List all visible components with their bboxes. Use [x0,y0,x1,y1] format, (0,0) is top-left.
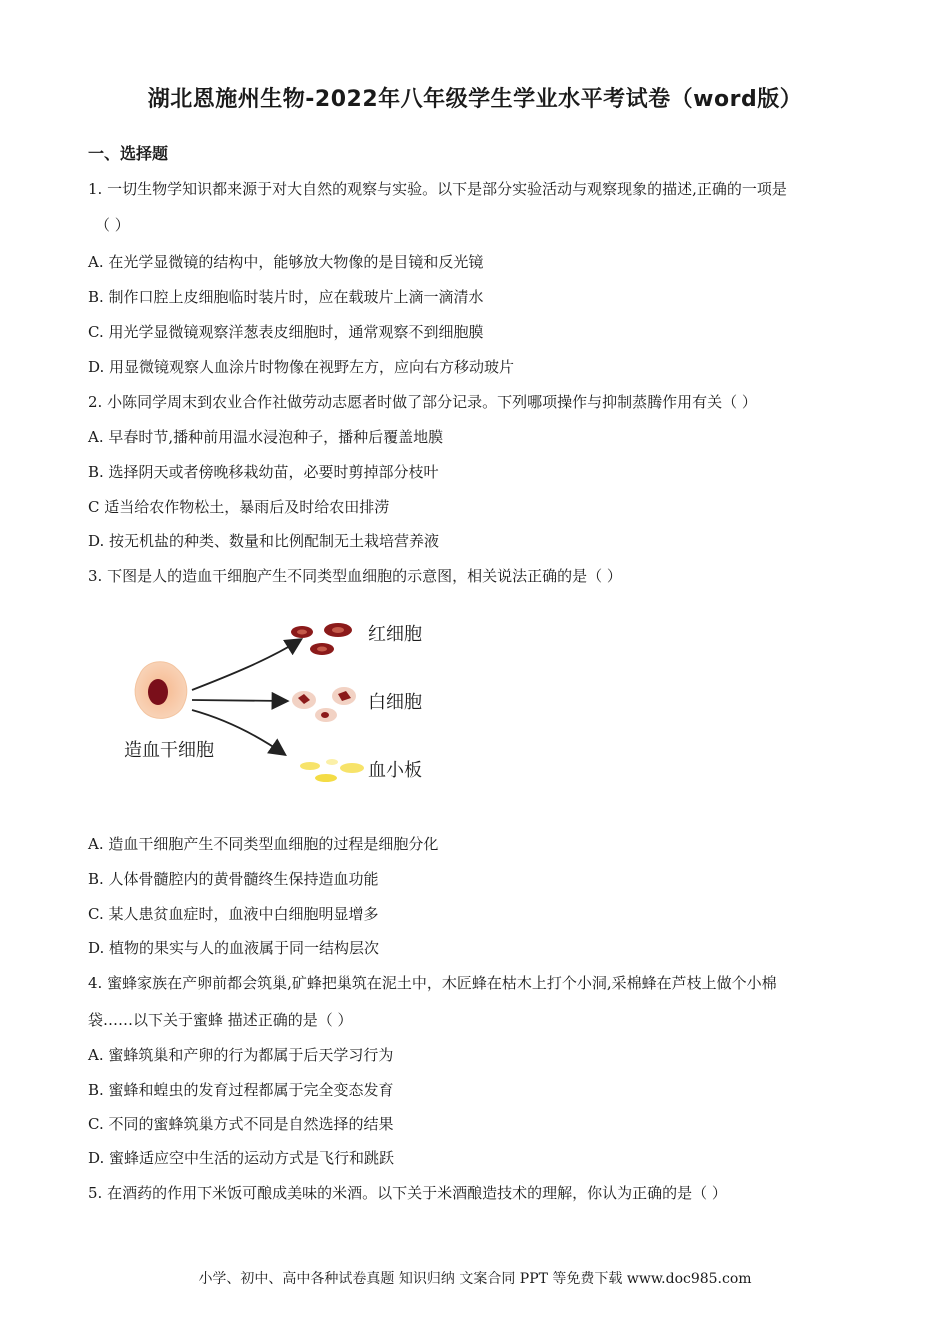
stem-cell-label: 造血干细胞 [124,740,214,761]
q1-option-a: A. 在光学显微镜的结构中，能够放大物像的是目镜和反光镜 [88,253,484,271]
q1-option-d: D. 用显微镜观察人血涂片时物像在视野左方，应向右方移动玻片 [88,358,515,376]
q4-option-d: D. 蜜蜂适应空中生活的运动方式是飞行和跳跃 [88,1149,395,1167]
arrow-to-rbc-icon [192,640,300,690]
q1-stem: 1. 一切生物学知识都来源于对大自然的观察与实验。以下是部分实验活动与观察现象的描述,正确的一项是 [88,180,787,198]
q2-stem: 2. 小陈同学周末到农业合作社做劳动志愿者时做了部分记录。下列哪项操作与抑制蒸腾作用有关（ ） [88,393,757,411]
q4-option-b: B. 蜜蜂和蝗虫的发育过程都属于完全变态发育 [88,1081,394,1099]
q1-option-b: B. 制作口腔上皮细胞临时装片时，应在载玻片上滴一滴清水 [88,288,484,306]
q3-option-b: B. 人体骨髓腔内的黄骨髓终生保持造血功能 [88,870,379,888]
q1-answer-paren: （ ） [95,216,130,234]
q4-option-c: C. 不同的蜜蜂筑巢方式不同是自然选择的结果 [88,1115,394,1133]
q3-option-d: D. 植物的果实与人的血液属于同一结构层次 [88,939,380,957]
q5-stem: 5. 在酒药的作用下米饭可酿成美味的米酒。以下关于米酒酿造技术的理解，你认为正确的是（ ） [88,1184,727,1202]
red-blood-cells-icon [291,623,352,655]
q2-option-c: C 适当给农作物松土，暴雨后及时给农田排涝 [88,498,390,516]
q3-option-a: A. 造血干细胞产生不同类型血细胞的过程是细胞分化 [88,835,439,853]
q2-option-d: D. 按无机盐的种类、数量和比例配制无土栽培营养液 [88,532,440,550]
platelets-icon [300,759,364,782]
page-title: 湖北恩施州生物-2022年八年级学生学业水平考试卷（word版） [147,87,803,112]
arrow-to-wbc-icon [192,700,286,701]
blood-cell-diagram [118,608,458,798]
q4-stem: 4. 蜜蜂家族在产卵前都会筑巢,矿蜂把巢筑在泥土中，木匠蜂在枯木上打个小洞,采棉蜂在芦枝上做个小棉 [88,974,777,992]
q4-option-a: A. 蜜蜂筑巢和产卵的行为都属于后天学习行为 [88,1046,394,1064]
rbc-label: 红细胞 [368,624,422,645]
page-footer: 小学、初中、高中各种试卷真题 知识归纳 文案合同 PPT 等免费下载 www.doc985.com [198,1271,752,1287]
white-blood-cells-icon [292,687,356,722]
q1-option-c: C. 用光学显微镜观察洋葱表皮细胞时，通常观察不到细胞膜 [88,323,484,341]
platelet-label: 血小板 [368,760,422,781]
q2-option-b: B. 选择阴天或者傍晚移栽幼苗，必要时剪掉部分枝叶 [88,463,439,481]
q3-stem: 3. 下图是人的造血干细胞产生不同类型血细胞的示意图，相关说法正确的是（ ） [88,567,622,585]
section-heading: 一、选择题 [88,144,169,163]
stem-cell-icon [135,662,187,719]
wbc-label: 白细胞 [368,692,422,713]
q2-option-a: A. 早春时节,播种前用温水浸泡种子，播种后覆盖地膜 [88,428,444,446]
q3-option-c: C. 某人患贫血症时，血液中白细胞明显增多 [88,905,379,923]
q4-stem-cont: 袋……以下关于蜜蜂 描述正确的是（ ） [88,1011,353,1029]
